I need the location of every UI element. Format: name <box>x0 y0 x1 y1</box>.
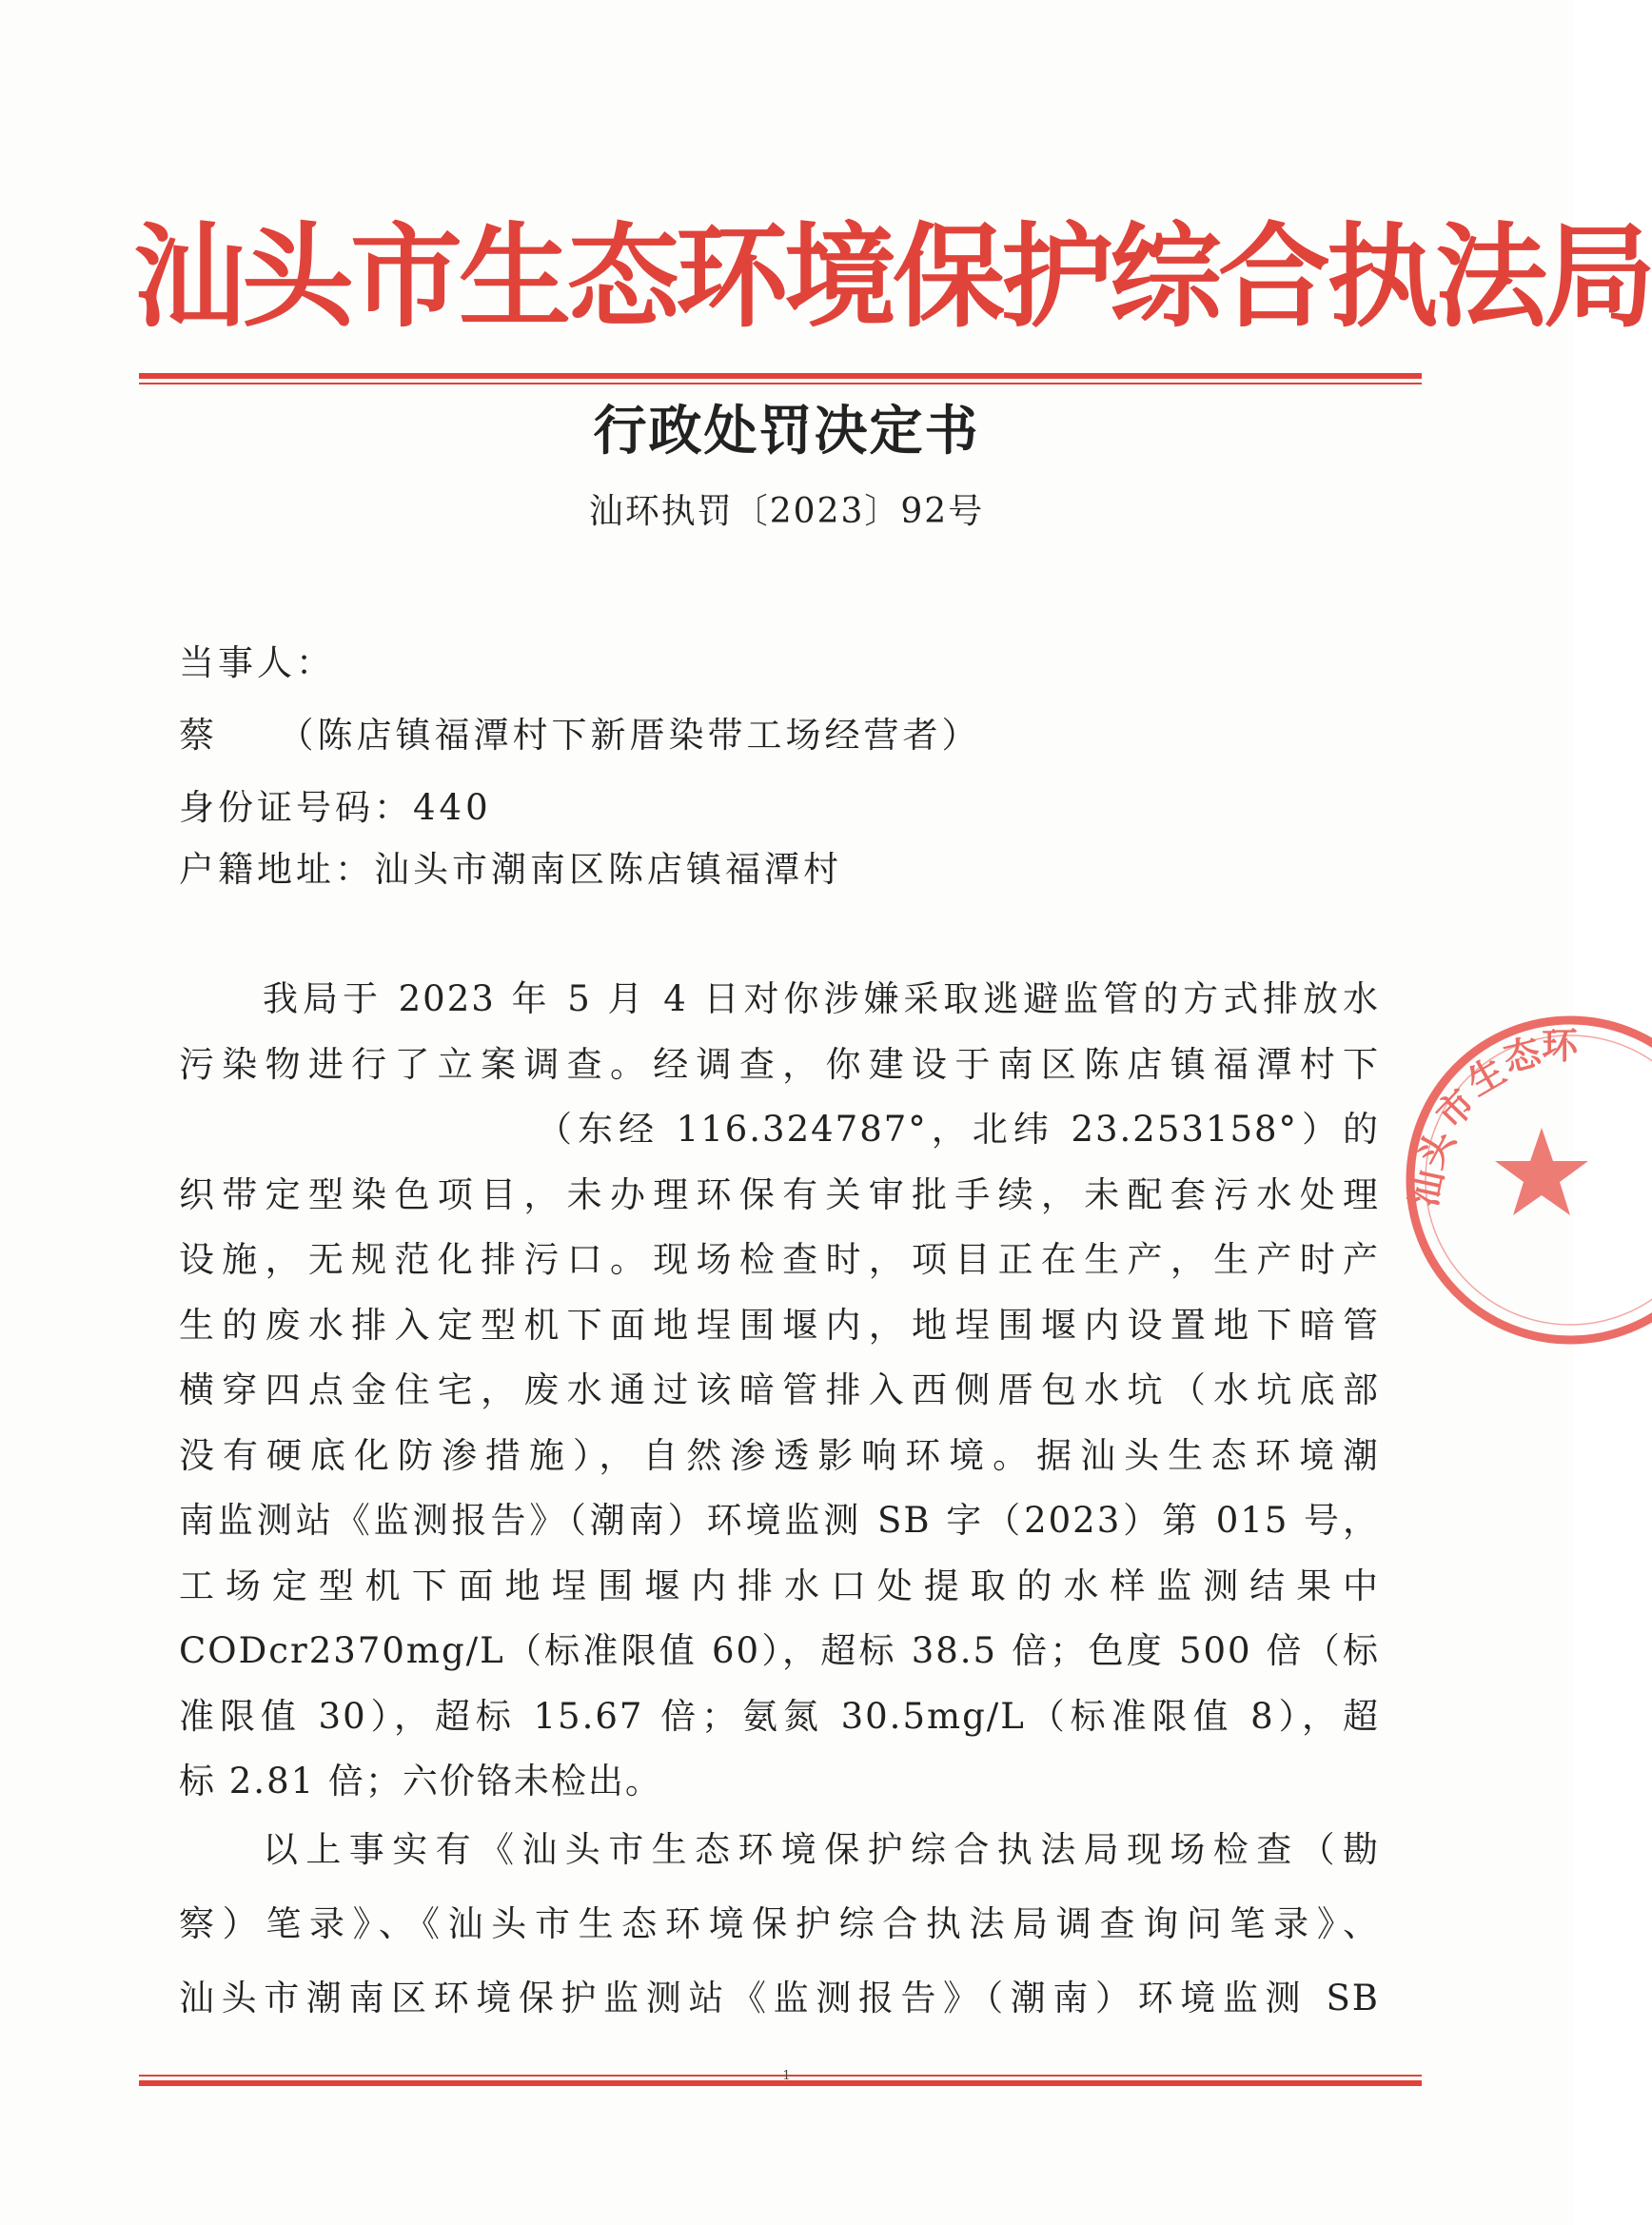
paragraph-line: 污染物进行了立案调查。经调查，你建设于南区陈店镇福潭村下 <box>179 1043 1380 1085</box>
svg-text:生: 生 <box>1460 1048 1513 1104</box>
party-address: 户籍地址：汕头市潮南区陈店镇福潭村 <box>179 849 842 890</box>
paragraph-line: 察）笔录》、《汕头市生态环境保护综合执法局调查询问笔录》、 <box>179 1903 1380 1944</box>
facts-paragraph <box>179 967 1380 1815</box>
svg-text:态: 态 <box>1499 1029 1545 1080</box>
evidence-paragraph <box>179 1813 1380 2036</box>
paragraph-line: 生的废水排入定型机下面地埕围堰内，地埕围堰内设置地下暗管 <box>179 1304 1380 1346</box>
paragraph-line: 工场定型机下面地埕围堰内排水口处提取的水样监测结果中 <box>179 1565 1380 1606</box>
page-number: 1 <box>782 2069 791 2083</box>
party-name: 蔡 （陈店镇福潭村下新厝染带工场经营者） <box>179 715 981 756</box>
paragraph-line: 南监测站《监测报告》（潮南）环境监测 SB 字（2023）第 015 号， <box>179 1500 1380 1541</box>
paragraph-line: 没有硬底化防渗措施），自然渗透影响环境。据汕头生态环境潮 <box>179 1434 1380 1476</box>
paragraph-line: 织带定型染色项目，未办理环保有关审批手续，未配套污水处理 <box>179 1173 1380 1215</box>
svg-text:头: 头 <box>1408 1122 1464 1175</box>
party-id-number: 身份证号码：440 <box>179 787 492 828</box>
party-label: 当事人： <box>179 642 335 683</box>
paragraph-line: 汕头市潮南区环境保护监测站《监测报告》（潮南）环境监测 SB <box>179 1978 1380 2018</box>
paragraph-line: （东经 116.324787°，北纬 23.253158°）的 <box>537 1109 1380 1150</box>
official-seal <box>1399 1009 1579 1351</box>
svg-text:环: 环 <box>1542 1024 1579 1067</box>
paragraph-line: 准限值 30），超标 15.67 倍；氨氮 30.5mg/L（标准限值 8），超 <box>179 1695 1380 1737</box>
paragraph-line: 我局于 2023 年 5 月 4 日对你涉嫌采取逃避监管的方式排放水 <box>263 978 1380 1019</box>
paragraph-line: 以上事实有《汕头市生态环境保护综合执法局现场检查（勘 <box>263 1829 1380 1870</box>
svg-text:汕: 汕 <box>1401 1166 1451 1211</box>
paragraph-line: CODcr2370mg/L（标准限值 60），超标 38.5 倍；色度 500 倍（标 <box>179 1630 1380 1671</box>
agency-header: 汕头市生态环境保护综合执法局 <box>133 210 1652 343</box>
paragraph-line: 设施，无规范化排污口。现场检查时，项目正在生产，生产时产 <box>179 1239 1380 1280</box>
svg-text:市: 市 <box>1427 1080 1484 1137</box>
paragraph-line: 标 2.81 倍；六价铬未检出。 <box>179 1761 662 1802</box>
document-number: 汕环执罚〔2023〕92号 <box>588 492 985 531</box>
document-title: 行政处罚决定书 <box>593 401 980 463</box>
paragraph-line: 横穿四点金住宅，废水通过该暗管排入西侧厝包水坑（水坑底部 <box>179 1369 1380 1410</box>
